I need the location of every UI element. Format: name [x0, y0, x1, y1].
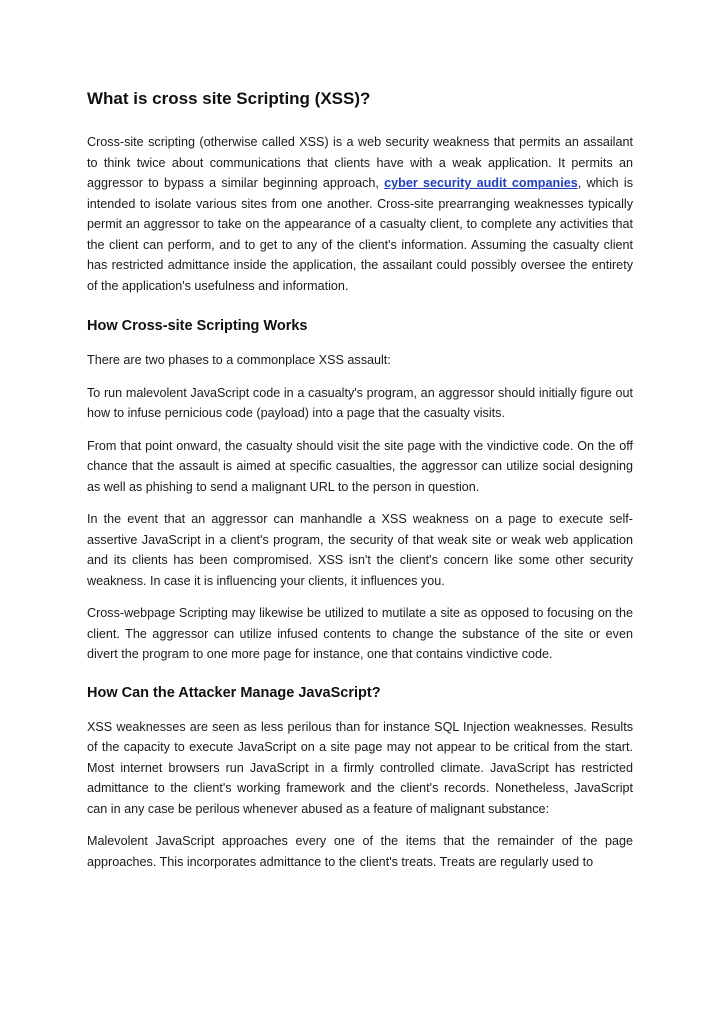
section1-paragraph: There are two phases to a commonplace XSS assault: [87, 353, 391, 367]
section-heading-attacker-javascript: How Can the Attacker Manage JavaScript? [87, 684, 381, 701]
section2-paragraph: Malevolent JavaScript approaches every one of the items that the remainder of the page approaches. This incorporates admittance to the client's treats. Treats are regularly used to [87, 834, 633, 869]
section1-paragraph: In the event that an aggressor can manhandle a XSS weakness on a page to execute self-assertive JavaScript in a client's program, the security of that weak site or weak web application and its clients has been compromised. XSS isn't the client's concern like some other security weakness. In case it is influencing your clients, it influences you. [87, 512, 633, 588]
section2-paragraph: XSS weaknesses are seen as less perilous than for instance SQL Injection weaknesses. Results of the capacity to execute JavaScript on a site page may not appear to be critical from the start. Most internet browsers run JavaScript in a firmly controlled climate. JavaScript has restricted admittance to the client's working framework and the client's records. Nonetheless, JavaScript can in any case be perilous whenever abused as a feature of malignant substance: [87, 719, 633, 816]
intro-text-before-link: Cross-site scripting (otherwise called XSS) is a web security weakness that permits an assailant to think twice about communications that clients have with a weak application. It permits an aggressor to bypass a similar beginning approach, [87, 135, 633, 190]
section1-paragraph: From that point onward, the casualty should visit the site page with the vindictive code. On the off chance that the assault is aimed at specific casualties, the aggressor can utilize social designing as well as phishing to send a malignant URL to the person in question. [87, 438, 633, 494]
page-title: What is cross site Scripting (XSS)? [87, 89, 371, 108]
section1-paragraph: To run malevolent JavaScript code in a casualty's program, an aggressor should initially figure out how to infuse pernicious code (payload) into a page that the casualty visits. [87, 385, 633, 420]
section1-paragraph: Cross-webpage Scripting may likewise be utilized to mutilate a site as opposed to focusing on the client. The aggressor can utilize infused contents to change the substance of the site or even divert the program to one more page for instance, one that contains vindictive code. [87, 606, 633, 661]
intro-text-after-link: , which is intended to isolate various sites from one another. Cross-site prearranging weaknesses typically permit an aggressor to take on the appearance of a casualty client, to complete any activities that the client can perform, and to get to any of the client's information. Assuming the casualty client has restricted admittance inside the application, the assailant could possibly oversee the entirety of the application's usefulness and information. [87, 176, 633, 293]
intro-paragraph [87, 132, 633, 296]
bottom-fade [0, 898, 720, 1018]
cyber-security-audit-link[interactable]: cyber security audit companies [384, 176, 578, 190]
section-heading-how-xss-works: How Cross-site Scripting Works [87, 318, 308, 334]
document-page [87, 88, 633, 884]
